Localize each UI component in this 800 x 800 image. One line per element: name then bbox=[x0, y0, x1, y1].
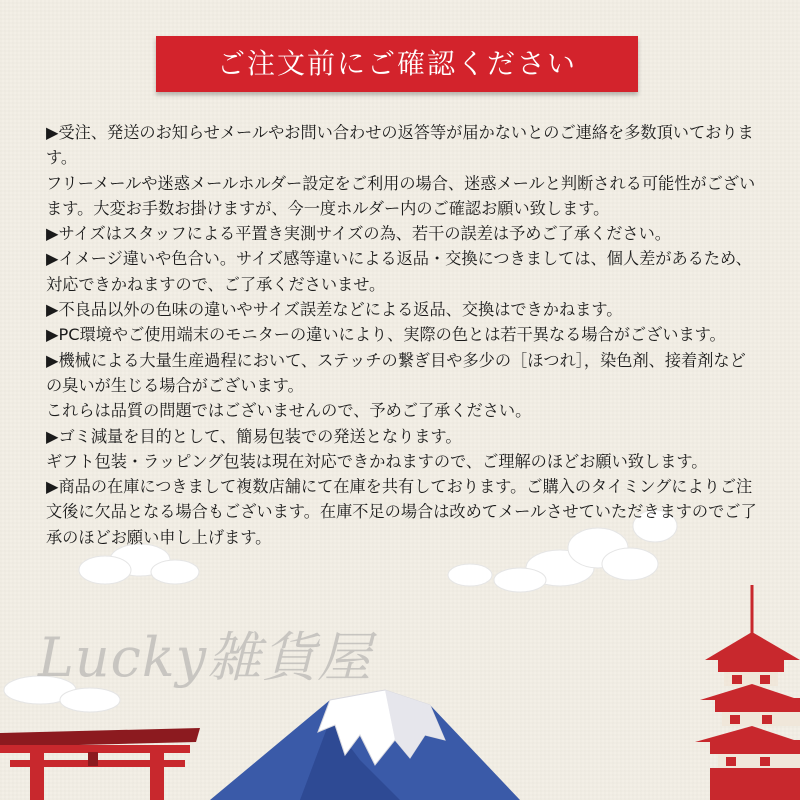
page-title: ご注文前にご確認ください bbox=[216, 47, 577, 80]
torii-gate-illustration bbox=[0, 728, 200, 800]
notice-item: ギフト包装・ラッピング包装は現在対応できかねますので、ご理解のほどお願い致します。 bbox=[46, 451, 708, 471]
pagoda-illustration bbox=[695, 585, 800, 800]
notice-item: ▶商品の在庫につきまして複数店舗にて在庫を共有しております。ご購入のタイミングによりご注文後に欠品となる場合もございます。在庫不足の場合は改めてメールさせていただきますのでご了承のほどお願い申し上げます。 bbox=[46, 477, 757, 547]
notice-item: ▶PC環境やご使用端末のモニターの違いにより、実際の色とは若干異なる場合がございます。 bbox=[46, 325, 726, 345]
mount-fuji-illustration bbox=[210, 690, 520, 800]
notice-item: ▶ゴミ減量を目的として、簡易包装での発送となります。 bbox=[46, 426, 462, 446]
notice-item: フリーメールや迷惑メールホルダー設定をご利用の場合、迷惑メールと判断される可能性がございます。大変お手数お掛けますが、今一度ホルダー内のご確認お願い致します。 bbox=[46, 173, 756, 218]
notice-item: ▶不良品以外の色味の違いやサイズ誤差などによる返品、交換はできかねます。 bbox=[46, 300, 623, 320]
title-banner bbox=[156, 36, 638, 92]
notice-item: ▶サイズはスタッフによる平置き実測サイズの為、若干の誤差は予めご了承ください。 bbox=[46, 224, 671, 244]
notice-item: これらは品質の問題ではございませんので、予めご了承ください。 bbox=[46, 401, 532, 421]
notice-item: ▶イメージ違いや色合い。サイズ感等違いによる返品・交換につきましては、個人差があるため、対応できかねますので、ご了承くださいませ。 bbox=[46, 249, 752, 294]
notice-item: ▶受注、発送のお知らせメールやお問い合わせの返答等が届かないとのご連絡を多数頂いております。 bbox=[46, 123, 754, 168]
notice-list bbox=[46, 120, 758, 550]
notice-item: ▶機械による大量生産過程において、ステッチの繋ぎ目や多少の［ほつれ］，染色剤、接着剤などの臭いが生じる場合がございます。 bbox=[46, 350, 746, 395]
shop-watermark: Lucky雑貨屋 bbox=[38, 626, 373, 689]
